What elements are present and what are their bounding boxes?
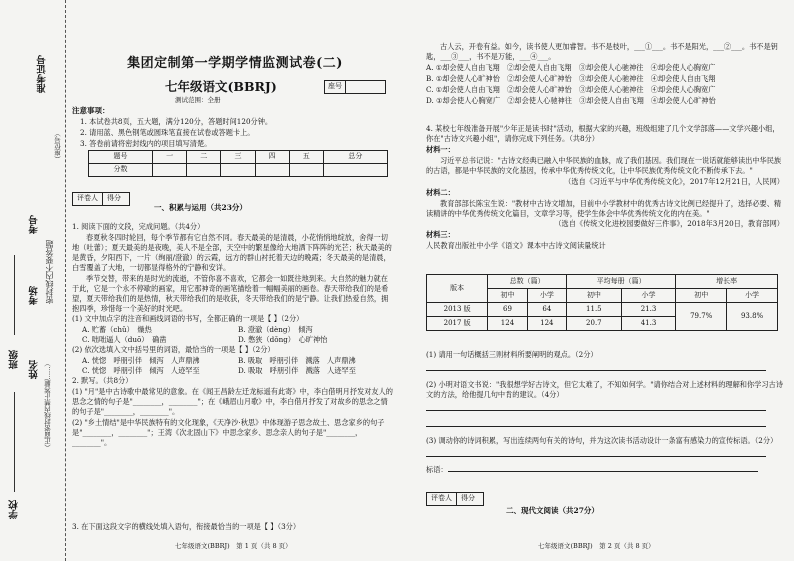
seat-box[interactable] [324,80,386,94]
class-line [14,255,15,335]
q1-stem: 1. 阅读下面的文段，完成问题。（共4分） [72,222,205,231]
q1-sub2-opts-row [72,366,394,376]
material-3-caption: 人民教育出版社中小学《语文》课本中古诗文阅读量统计 [426,241,606,251]
table-cell: 2013 版 [427,303,488,317]
section-1-title: 一、积累与运用（共23分） [154,203,247,212]
material-2-text: 教育部部长陈宝生说："教材中古诗文增加，目前中小学教材中的优秀古诗文比例已经提升了，选择必要、精读精讲的中华优秀传统文化篇目，文章学习等，使学生体会中华优秀传统文化的内在美。" [426,198,782,218]
q4-sub2: (2) 小明对语文书说："我很想学好古诗文，但它太难了，不知如何学。"请你结合对上述材料的理解和你学习古诗文的方法，给他提几句中肯的建议。（4分） [426,379,783,399]
q4-sub3: (3) 调动你的诗词积累，写出连续两句有关的诗句，并为这次读书活动设计一条富有感染力的宣传标语。（2分） [426,435,778,445]
score-head: 五 [289,151,323,164]
q3-text: 古人云，开卷有益。如今，读书使人更加睿智。书不是枝叶，___①___。书不是阳光，___②___。书不是钥匙，___③___，书不是万能，___④___。 [426,42,778,61]
option[interactable]: D. 憋狭（dǒng） 心旷神怡 [238,335,328,345]
grader-score: 得分 [107,194,121,202]
score-head: 总分 [323,151,387,164]
table-subhead: 初中 [676,289,727,303]
answer-line[interactable] [426,361,766,371]
q4-sub1: (1) 请用一句话概括三则材料所要阐明的观点。（2分） [426,350,598,359]
reading-stats-table [426,274,778,331]
score-cell[interactable] [187,164,221,177]
material-1-title: 材料一： [426,144,455,154]
material-1-source: （选自《习近平与中华优秀传统文化》，2017年12月21日，人民网） [564,176,784,186]
score-cell[interactable] [255,164,289,177]
option[interactable]: C. 咄咄逼人（duō） 确凿 [82,335,167,345]
q1-block [72,222,394,449]
q2-item[interactable]: (1) "月"是中古诗歌中最常见的意象。在《闻王昌龄左迁龙标遥有此寄》中，李白借明月抒发对友人的思念之情的句子是"________，________"；在《峨眉山月歌》中，李白借月抒发了对故乡的思念之情的句子是"________，________"。 [72,387,393,416]
grader-box-1[interactable] [72,192,130,206]
option[interactable]: B. 吸取 呼朋引伴 溅落 人声鼎沸 [238,356,356,366]
answer-line[interactable] [426,401,766,411]
seat-code-label: （座位号） [54,130,62,163]
note-item: 2. 请用蓝、黑色钢笔或圆珠笔直接在试卷或答题卡上。 [80,127,255,137]
page-1-footer: 七年级语文(BBRJ) 第 1 页（共 8 页） [175,542,292,550]
score-cell[interactable] [323,164,387,177]
notes-list [80,117,392,150]
grader-label: 评卷人 [427,493,457,505]
table-cell: 64 [527,303,566,317]
table-subhead: 小学 [527,289,566,303]
score-row-label: 分数 [89,164,153,177]
option[interactable]: A. 贮蓄（chǔ） 燥热 [82,325,152,335]
fold-note: （正面密封线内禁止答题……） [44,360,52,451]
score-cell[interactable] [153,164,187,177]
page-1 [70,0,400,561]
table-head: 总数（篇） [488,275,567,289]
answer-line[interactable] [426,417,766,427]
table-cell: 124 [488,317,527,331]
admit-label: 准考证号 [37,55,48,93]
option[interactable]: C. 恍惚 呼朋引伴 倾泻 人迹罕至 [82,366,200,376]
exam-label: 考场 [29,286,40,305]
material-3-title: 材料三： [426,230,455,240]
note-item: 3. 答卷前请将密封线内的项目填写清楚。 [80,138,212,148]
q2-item[interactable]: (2) "乡土情结"是中华民族特有的文化现象，《天净沙·秋思》中体现游子思念故土、思念家乡的句子是"________，________"；王湾《次北固山下》中思念家乡、思念亲人的句子是"________，________"。 [72,417,385,447]
answer-line[interactable] [426,447,766,457]
subject-title: 七年级语文(BBRJ) [165,79,277,94]
table-subhead: 初中 [488,289,527,303]
q1-sub2-opts-row [72,356,394,366]
page-2-footer: 七年级语文(BBRJ) 第 2 页（共 8 页） [538,542,655,550]
score-head: 三 [221,151,255,164]
table-subhead: 小学 [621,289,676,303]
exam-range: 测试范围：全册 [175,96,221,104]
option[interactable]: A. ①却会使人自由飞翔 ②却会使人自由飞翔 ③却会使人心驰神往 ④却会使人心胸宽广 [426,62,716,72]
seal-line-text: 密封线内不要答题 [45,240,54,304]
score-table [88,150,388,177]
table-head: 版本 [427,275,488,303]
q3-continued [426,42,784,107]
q3-stem: 3. 在下面这段文字的横线处填入语句，衔接最恰当的一项是【 】（3分） [72,522,301,531]
option[interactable]: B. 澄澈（dèng） 倾泻 [238,325,313,335]
exam-title: 集团定制第一学期学情监测试卷(二) [127,56,343,71]
material-2-source: （选自《传统文化进校园要做好三件事》，2018年3月20日，教育部网） [554,219,784,229]
class-label: 班级 [9,350,20,369]
option[interactable]: C. ①却会使人自由飞翔 ②却会使人心旷神怡 ③却会使人心驰神往 ④却会使人心胸宽广 [426,84,716,94]
q4-subquestions [426,350,784,475]
table-cell: 69 [488,303,527,317]
q4-block [426,124,784,252]
material-1-text: 习近平总书记说："古诗文经典已融入中华民族的血脉，成了我们基因。我们现在一说话就能够读出中华民族的古语，都是中华民族的文化基因，传承中华优秀传统文化，让中华民族优秀传统文化不断传承下去。" [426,155,782,175]
table-cell: 20.7 [567,317,622,331]
q1-sub1-opts-row [72,325,394,335]
option[interactable]: D. 吸取 呼朋引伴 溅落 人迹罕至 [238,366,356,376]
option[interactable]: B. ①却会使人心旷神怡 ②却会使人心旷神怡 ③却会使人心驰神往 ④却会使人自由飞翔 [426,73,716,83]
table-cell: 79.7% [676,303,727,331]
table-head: 增长率 [676,275,778,289]
section-2-title: 二、现代文阅读（共27分） [506,506,599,515]
exam-no-label: 考号 [29,215,40,234]
grader-score: 得分 [461,494,475,502]
table-cell: 93.8% [727,303,778,331]
score-cell[interactable] [289,164,323,177]
slogan-label: 标语： [426,464,448,474]
score-head: 题号 [89,151,153,164]
table-cell: 21.3 [621,303,676,317]
page-2 [418,0,790,561]
table-subhead: 初中 [567,289,622,303]
q4-stem: 4. 某校七年级准备开展"少年正是读书时"活动，根据大家的兴趣，班级组建了几个文学部落——文学兴趣小组，你在"古诗文兴趣小组"，请你完成下列任务。（共8分） [426,124,780,143]
q2-stem: 2. 默写。（共8分） [72,376,133,386]
grader-box-2[interactable] [426,492,484,506]
table-cell: 41.3 [621,317,676,331]
school-line [14,392,15,492]
option[interactable]: D. ①却会使人心胸宽广 ②却会使人心驰神往 ③却会使人自由飞翔 ④却会使人心旷神怡 [426,95,716,105]
score-head: 二 [187,151,221,164]
table-subhead: 小学 [727,289,778,303]
score-head: 一 [153,151,187,164]
notes-title: 注意事项： [72,106,110,115]
q1-sub1: (1) 文中加点字的注音和画线词语的书写，全都正确的一项是【 】（2分） [72,314,304,324]
table-cell: 11.5 [567,303,622,317]
binding-strip [0,0,66,561]
table-cell: 124 [527,317,566,331]
school-label: 学校 [9,500,20,519]
q1-sub2: (2) 依次选填入文中括号里的词语，最恰当的一项是【 】（2分） [72,345,275,355]
table-head: 平均每册（篇） [567,275,676,289]
q1-passage: 春夏秋冬四时轮回，每个季节都有它自然不同。春天最美的是清晨，小花悄悄地绽放，舍得一切地（吐蕾）；夏天最美的是夜晚，美人不是全部，天空中的繁星像给大地洒下阵阵的光芒；秋天最美的是黄昏，夕阳西下，一片（绚丽/澄澈）的云霞，远方的群山衬托着天边的晚霞；冬天最美的是清晨，白雪覆盖了大地，一切都显得格外的宁静和安详。 [72,232,392,272]
score-head: 四 [255,151,289,164]
q1-sub1-opts-row [72,335,394,345]
name-label: 姓名 [29,360,40,379]
material-2-title: 材料二： [426,187,455,197]
grader-label: 评卷人 [73,193,103,205]
seat-label: 座号 [325,81,346,93]
note-item: 1. 本试卷共8页，五大题，满分120分，答题时间120分钟。 [80,117,273,126]
q1-passage: 季节交替，带来的是时光的流逝，不管你喜不喜欢，它都会一如既往地到来。大自然的魅力就在于此，它是一个永不停歇的画家，用它那神奇的画笔描绘着一幅幅美丽的画卷。春天带给我们的是希望，夏天带给我们的是热情，秋天带给我们的是收获，冬天带给我们的是宁静。让我们热爱自然，拥抱四季，珍惜每一个美好的时光吧。 [72,273,389,313]
slogan-input[interactable] [448,463,758,472]
score-cell[interactable] [221,164,255,177]
table-cell: 2017 版 [427,317,488,331]
option[interactable]: A. 恍惚 呼朋引伴 倾泻 人声鼎沸 [82,356,200,366]
